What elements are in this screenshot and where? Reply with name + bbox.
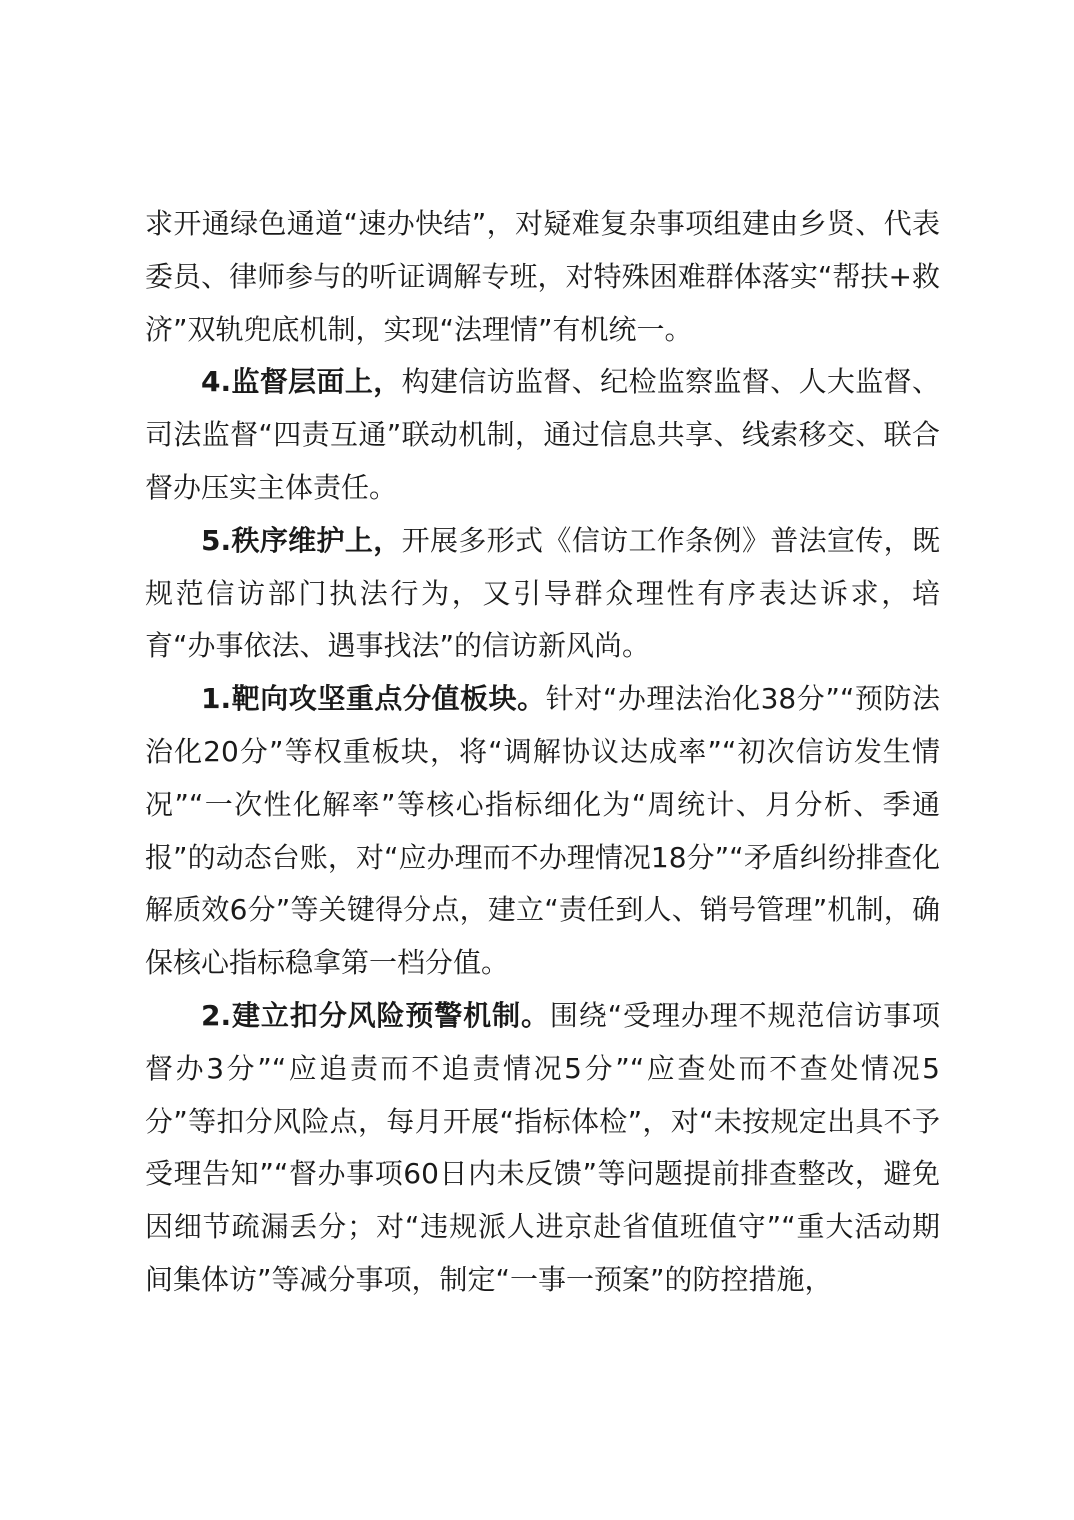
paragraph-lead: 2.建立扣分风险预警机制。 (201, 998, 550, 1032)
paragraph-text: 围绕“受理办理不规范信访事项督办3分”“应追责而不追责情况5分”“应查处而不查处情况5分”等扣分风险点，每月开展“指标体检”，对“未按规定出具不予受理告知”“督办事项60日内未反馈”等问题提前排查整改，避免因细节疏漏丢分；对“违规派人进京赴省值班值守”“重大活动期间集体访”等减分事项，制定“一事一预案”的防控措施， (145, 998, 940, 1296)
paragraph-risk-warning (145, 990, 940, 1307)
paragraph-text: 构建信访监督、纪检监察监督、人大监督、司法监督“四责互通”联动机制，通过信息共享、线索移交、联合督办压实主体责任。 (145, 365, 940, 504)
paragraph-key-scores (145, 673, 940, 990)
paragraph-order (145, 515, 940, 673)
paragraph-lead: 1.靶向攻坚重点分值板块。 (201, 682, 546, 716)
paragraph-continued (145, 198, 940, 356)
paragraph-text: 求开通绿色通道“速办快结”，对疑难复杂事项组建由乡贤、代表委员、律师参与的听证调解专班，对特殊困难群体落实“帮扶+救济”双轨兜底机制，实现“法理情”有机统一。 (145, 207, 940, 346)
paragraph-lead: 4.监督层面上， (201, 365, 402, 399)
document-body (145, 198, 940, 1307)
paragraph-text: 针对“办理法治化38分”“预防法治化20分”等权重板块，将“调解协议达成率”“初次信访发生情况”“一次性化解率”等核心指标细化为“周统计、月分析、季通报”的动态台账，对“应办理而不办理情况18分”“矛盾纠纷排查化解质效6分”等关键得分点，建立“责任到人、销号管理”机制，确保核心指标稳拿第一档分值。 (145, 682, 941, 980)
paragraph-text: 开展多形式《信访工作条例》普法宣传，既规范信访部门执法行为，又引导群众理性有序表达诉求，培育“办事依法、遇事找法”的信访新风尚。 (145, 523, 940, 663)
paragraph-supervision (145, 356, 940, 514)
paragraph-lead: 5.秩序维护上， (201, 523, 402, 557)
